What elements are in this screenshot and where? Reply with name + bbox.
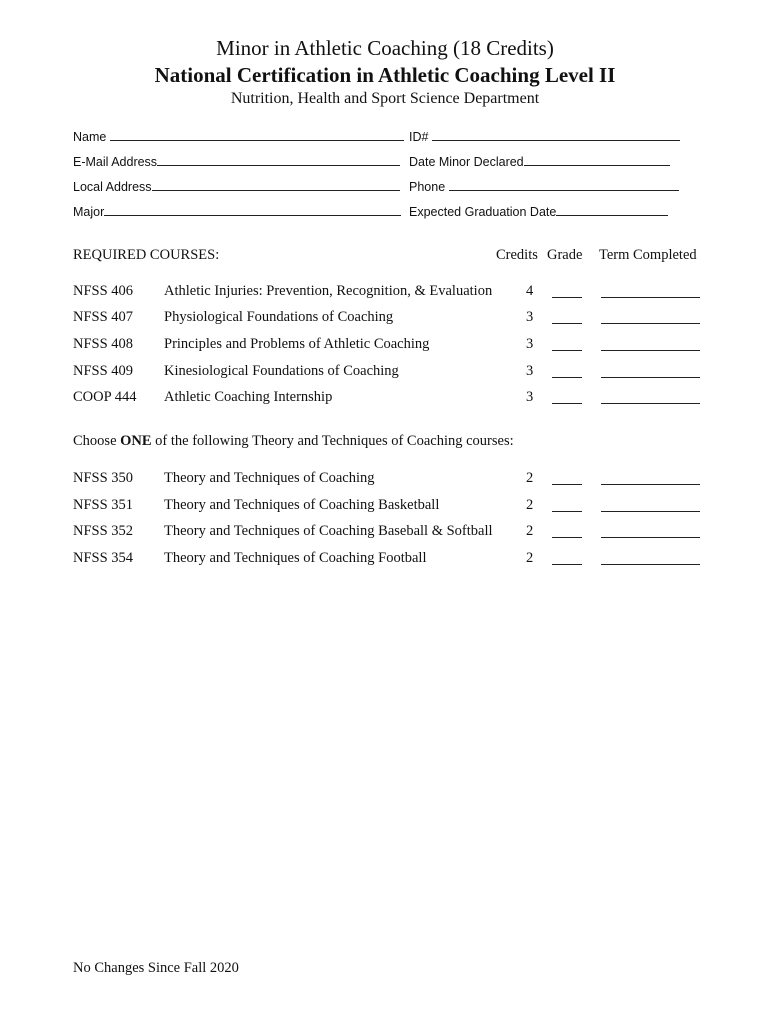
graduation-blank[interactable] [556, 203, 668, 216]
email-blank[interactable] [157, 153, 400, 166]
course-title: Theory and Techniques of Coaching Baseball & Softball [164, 523, 493, 539]
course-code: NFSS 406 [73, 283, 134, 299]
course-row [0, 309, 770, 329]
term-blank[interactable] [601, 403, 700, 404]
name-label: Name [73, 130, 107, 144]
course-credits: 2 [526, 523, 534, 539]
date-declared-label: Date Minor Declared [409, 155, 524, 169]
grade-blank[interactable] [552, 564, 582, 565]
course-code: NFSS 352 [73, 523, 134, 539]
term-blank[interactable] [601, 297, 700, 298]
course-code: NFSS 354 [73, 550, 134, 566]
course-title: Theory and Techniques of Coaching Basketball [164, 497, 440, 513]
term-blank[interactable] [601, 484, 700, 485]
course-title: Principles and Problems of Athletic Coaching [164, 336, 430, 352]
course-title: Kinesiological Foundations of Coaching [164, 363, 399, 379]
course-code: NFSS 351 [73, 497, 134, 513]
course-code: NFSS 408 [73, 336, 134, 352]
course-credits: 4 [526, 283, 534, 299]
grade-blank[interactable] [552, 323, 582, 324]
local-address-blank[interactable] [152, 178, 400, 191]
major-blank[interactable] [104, 203, 401, 216]
course-code: NFSS 407 [73, 309, 134, 325]
course-credits: 3 [526, 309, 534, 325]
certification-title: National Certification in Athletic Coaching Level II [154, 63, 616, 87]
department-name: Nutrition, Health and Sport Science Department [230, 90, 540, 107]
course-title: Athletic Coaching Internship [164, 389, 333, 405]
course-code: COOP 444 [73, 389, 137, 405]
course-code: NFSS 350 [73, 470, 134, 486]
course-credits: 2 [526, 550, 534, 566]
term-blank[interactable] [601, 323, 700, 324]
course-row [0, 523, 770, 543]
phone-label: Phone [409, 180, 446, 194]
term-blank[interactable] [601, 564, 700, 565]
course-title: Theory and Techniques of Coaching Football [164, 550, 427, 566]
course-credits: 2 [526, 497, 534, 513]
instruction-suffix: of the following Theory and Techniques of Coaching courses: [155, 433, 514, 449]
id-label: ID# [409, 130, 429, 144]
grade-blank[interactable] [552, 297, 582, 298]
grade-blank[interactable] [552, 537, 582, 538]
course-row [0, 283, 770, 303]
course-row [0, 497, 770, 517]
major-field[interactable] [73, 203, 401, 219]
date-declared-blank[interactable] [524, 153, 670, 166]
credits-column-header: Credits [496, 247, 538, 263]
course-row [0, 336, 770, 356]
course-credits: 2 [526, 470, 534, 486]
elective-instruction [73, 433, 514, 450]
term-blank[interactable] [601, 511, 700, 512]
phone-field[interactable] [409, 178, 679, 194]
course-title: Athletic Injuries: Prevention, Recognition, & Evaluation [164, 283, 493, 299]
grade-blank[interactable] [552, 377, 582, 378]
grade-blank[interactable] [552, 350, 582, 351]
course-row [0, 363, 770, 383]
email-label: E-Mail Address [73, 155, 158, 169]
course-title: Theory and Techniques of Coaching [164, 470, 375, 486]
course-credits: 3 [526, 363, 534, 379]
form-title: Minor in Athletic Coaching (18 Credits) [216, 36, 554, 60]
course-row [0, 550, 770, 570]
term-blank[interactable] [601, 350, 700, 351]
name-blank[interactable] [110, 128, 404, 141]
phone-blank[interactable] [449, 178, 679, 191]
grade-column-header: Grade [547, 247, 583, 263]
course-code: NFSS 409 [73, 363, 134, 379]
email-field[interactable] [73, 153, 400, 169]
name-field[interactable] [73, 128, 404, 144]
major-label: Major [73, 205, 105, 219]
course-row [0, 389, 770, 409]
required-courses-heading: REQUIRED COURSES: [73, 247, 220, 263]
term-blank[interactable] [601, 537, 700, 538]
date-declared-field[interactable] [409, 153, 670, 169]
course-credits: 3 [526, 389, 534, 405]
instruction-prefix: Choose [73, 433, 117, 449]
id-blank[interactable] [432, 128, 680, 141]
grade-blank[interactable] [552, 511, 582, 512]
term-column-header: Term Completed [599, 247, 697, 263]
course-title: Physiological Foundations of Coaching [164, 309, 394, 325]
local-address-label: Local Address [73, 180, 152, 194]
graduation-label: Expected Graduation Date [409, 205, 557, 219]
grade-blank[interactable] [552, 403, 582, 404]
instruction-emphasis: ONE [120, 433, 152, 449]
footer-note: No Changes Since Fall 2020 [73, 960, 239, 976]
grade-blank[interactable] [552, 484, 582, 485]
course-row [0, 470, 770, 490]
id-field[interactable] [409, 128, 680, 144]
local-address-field[interactable] [73, 178, 400, 194]
course-credits: 3 [526, 336, 534, 352]
term-blank[interactable] [601, 377, 700, 378]
graduation-field[interactable] [409, 203, 668, 219]
